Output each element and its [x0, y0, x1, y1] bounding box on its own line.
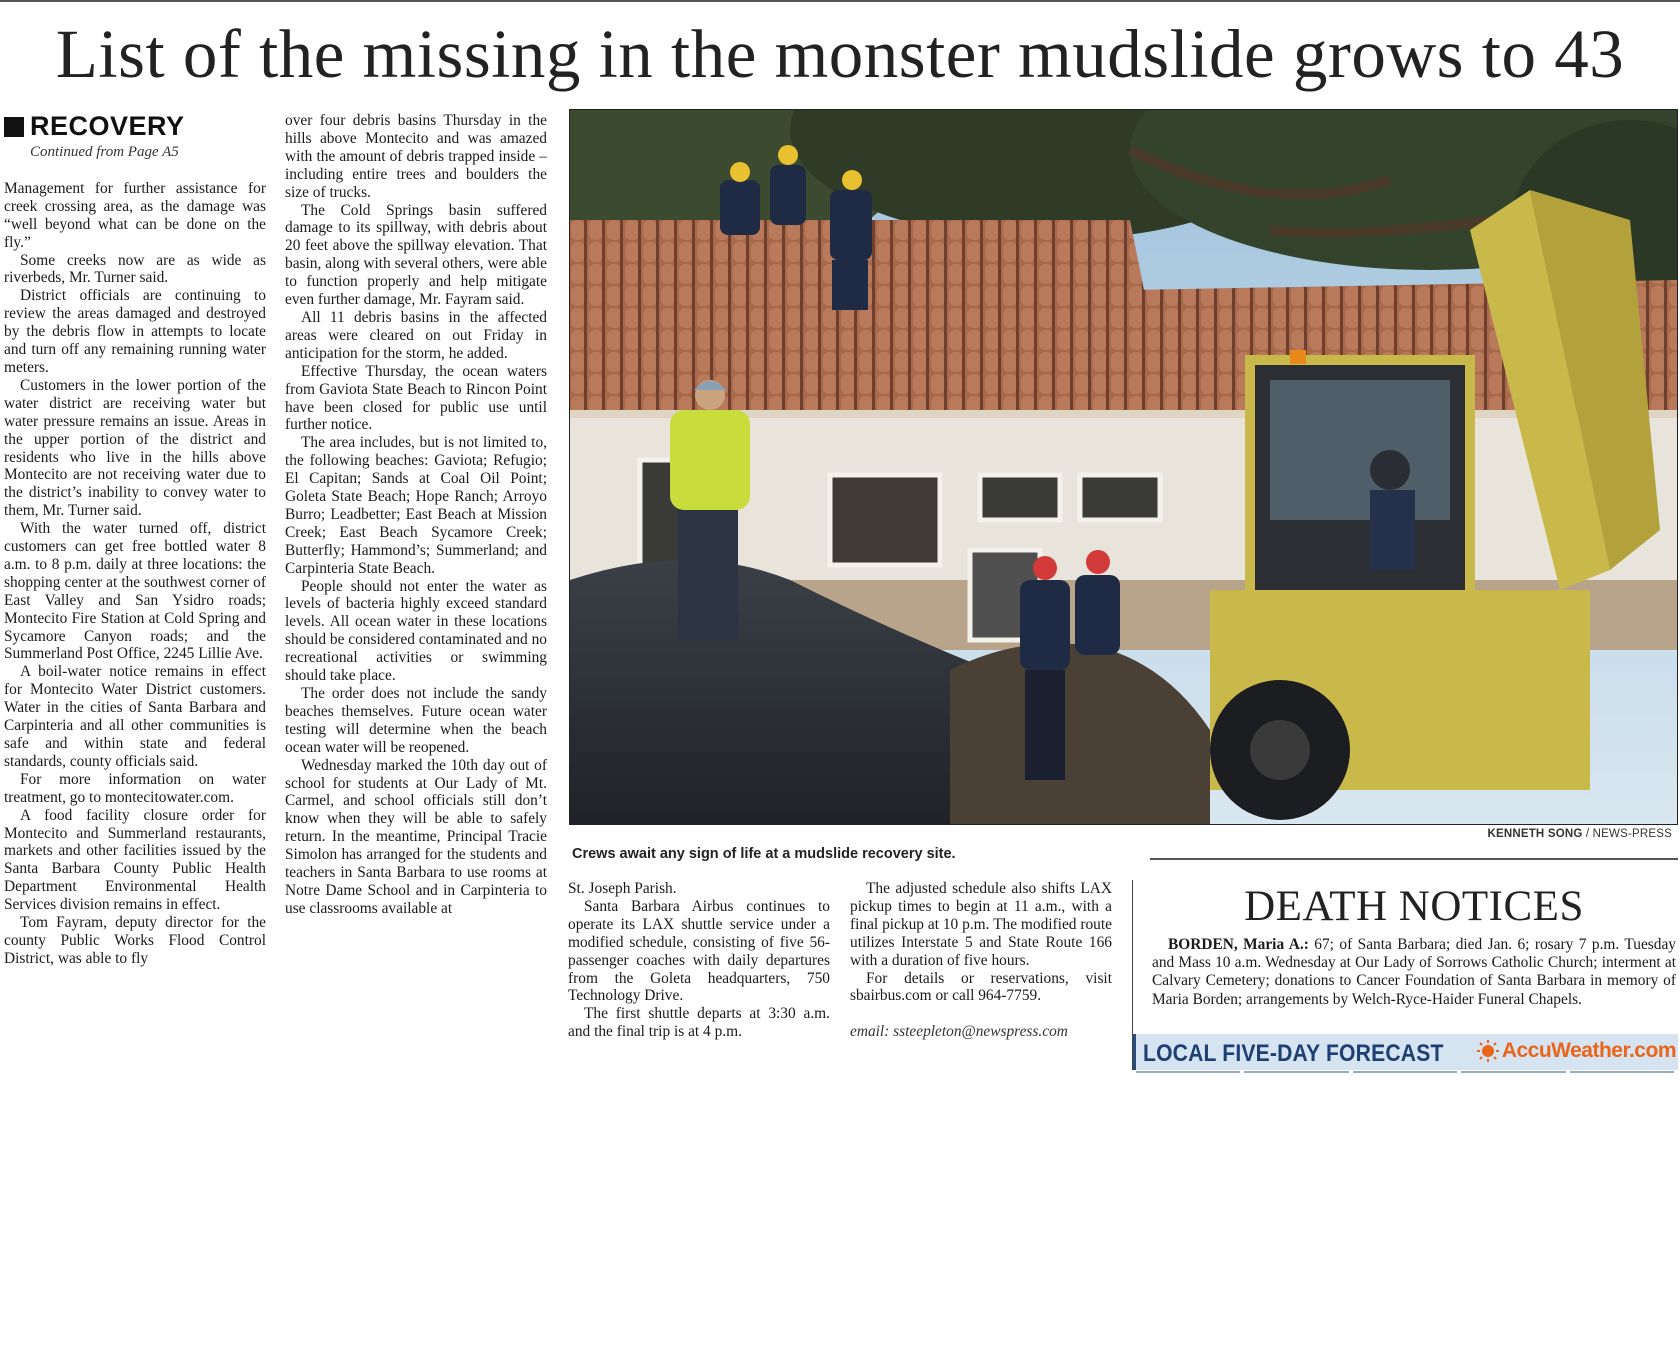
forecast-day-divider — [1461, 1071, 1565, 1075]
paragraph: The area includes, but is not limited to, the following beaches: Gaviota; Refugio; El Capitan; Sands at Coal Oil Point; Goleta State Beach; Hope Ranch; Arroyo Burro; Leadbetter; East Beach at Mission Creek; East Beach Sycamore Creek; Butterfly; Hammond’s; Summerland; and Carpinteria State Beach. — [285, 434, 547, 577]
continued-line: Continued from Page A5 — [30, 144, 179, 160]
kicker-label: RECOVERY — [30, 111, 185, 142]
forecast-day-divider — [1353, 1071, 1457, 1075]
article-column-4 — [850, 880, 1112, 1041]
forecast-day-dividers — [1136, 1071, 1678, 1075]
paragraph: People should not enter the water as levels of bacteria highly exceed standard levels. All ocean water in these locations should be considered contaminated and no recreational activities or swimming should take place. — [285, 577, 547, 685]
paragraph: The first shuttle departs at 3:30 a.m. and the final trip is at 4 p.m. — [568, 1005, 830, 1041]
death-notice-text: 67; of Santa Barbara; died Jan. 6; rosary 7 p.m. Tuesday and Mass 10 a.m. Wednesday at Our Lady of Sorrows Catholic Church; interment at Calvary Cemetery; donations to Cancer Foundation of Santa Barbara in memory of Maria Borden; arrangements by Welch-Ryce-Haider Funeral Chapels. — [1152, 936, 1677, 1008]
photo-illustration — [570, 110, 1678, 825]
photo-credit-name: KENNETH SONG — [1487, 828, 1583, 840]
paragraph: A boil-water notice remains in effect for Montecito Water District customers. Water in the cities of Santa Barbara and Carpinteria and all other communities is safe and within state and federal standards, county officials said. — [4, 663, 266, 770]
forecast-day-divider — [1136, 1071, 1240, 1075]
paragraph: Customers in the lower portion of the water district are receiving water but water pressure remains an issue. Areas in the upper portion of the district and residents who live in the hills above Montecito are not receiving water due to the district’s inability to convey water to them, Mr. Turner said. — [4, 376, 266, 520]
article-column-2 — [285, 112, 547, 918]
accuweather-logo — [1477, 1039, 1676, 1063]
paragraph: Some creeks now are as wide as riverbeds, Mr. Turner said. — [4, 251, 266, 287]
article-column-1 — [4, 112, 266, 968]
paragraph: over four debris basins Thursday in the hills above Montecito and was amazed with the amount of debris trapped inside – including entire trees and boulders the size of trucks. — [285, 112, 547, 201]
paragraph: For more information on water treatment, go to montecitowater.com. — [4, 770, 266, 806]
news-photo — [569, 109, 1678, 825]
article-column-3 — [568, 880, 830, 1041]
forecast-day-divider — [1244, 1071, 1348, 1075]
sun-icon — [1477, 1040, 1499, 1062]
paragraph: With the water turned off, district customers can get free bottled water 8 a.m. to 8 p.m. daily at three locations: the shopping center at the southwest corner of East Valley and San Ysidro roads; Montecito Fire Station at Cold Spring and Sycamore Canyon roads; and the Summerland Post Office, 2245 Lillie Ave. — [4, 520, 266, 663]
paragraph: A food facility closure order for Montecito and Summerland restaurants, markets and other facilities issued by the Santa Barbara County Public Health Department Environmental Health Services division remains in effect. — [4, 806, 266, 914]
paragraph: The adjusted schedule also shifts LAX pickup times to begin at 11 a.m., with a final pickup at 10 p.m. The modified route utilizes Interstate 5 and State Route 166 with a duration of five hours. — [850, 880, 1112, 969]
paragraph: Wednesday marked the 10th day out of school for students at Our Lady of Mt. Carmel, and school officials still don’t know when they will be able to safely return. In the meantime, Principal Tracie Simolon has arranged for the students and teachers in Santa Barbara to use rooms at Notre Dame School and in Carpinteria to use classrooms available at — [285, 756, 547, 917]
paragraph: St. Joseph Parish. — [568, 880, 677, 897]
paragraph: All 11 debris basins in the affected areas were cleared on out Friday in anticipation for the storm, he added. — [285, 308, 547, 362]
paragraph: The order does not include the sandy beaches themselves. Future ocean water testing will determine when the beach ocean water will be reopened. — [285, 685, 547, 756]
section-kicker — [4, 112, 266, 142]
paragraph: Santa Barbara Airbus continues to operate its LAX shuttle service under a modified schedule, consisting of five 56-passenger coaches with daily departures from the Goleta headquarters, 750 Technology Drive. — [568, 897, 830, 1005]
author-email: email: ssteepleton@newspress.com — [850, 1023, 1068, 1041]
accuweather-logo-text: AccuWeather.com — [1501, 1039, 1676, 1062]
photo-credit-org: / NEWS-PRESS — [1585, 828, 1672, 840]
paragraph: Management for further assistance for creek crossing area, as the damage was “well beyond what can be done on the fly.” — [4, 179, 266, 251]
photo-credit — [1487, 828, 1672, 840]
headline: List of the missing in the monster mudslide grows to 43 — [55, 16, 1625, 92]
paragraph: District officials are continuing to review the areas damaged and destroyed by the debris flow in attempts to locate and turn off any remaining running water meters. — [4, 287, 266, 376]
death-notice-entry — [1152, 936, 1676, 1009]
paragraph: Tom Fayram, deputy director for the county Public Works Flood Control District, was able to fly — [4, 914, 266, 967]
death-notice-name: BORDEN, Maria A.: — [1168, 936, 1309, 953]
top-rule — [0, 0, 1680, 2]
paragraph: Effective Thursday, the ocean waters from Gaviota State Beach to Rincon Point have been closed for public use until further notice. — [285, 362, 547, 434]
paragraph: The Cold Springs basin suffered damage to its spillway, with debris about 20 feet above the spillway elevation. That basin, along with several others, were able to function properly and help mitigate even further damage, Mr. Fayram said. — [285, 201, 547, 309]
photo-caption: Crews await any sign of life at a mudslide recovery site. — [572, 846, 956, 862]
kicker-square-icon — [4, 117, 24, 137]
death-notices-title: DEATH NOTICES — [1244, 883, 1584, 930]
forecast-title: LOCAL FIVE-DAY FORECAST — [1143, 1040, 1444, 1067]
paragraph: For details or reservations, visit sbairbus.com or call 964-7759. — [850, 969, 1112, 1005]
forecast-day-divider — [1570, 1071, 1674, 1075]
death-notices-rule — [1150, 858, 1678, 860]
